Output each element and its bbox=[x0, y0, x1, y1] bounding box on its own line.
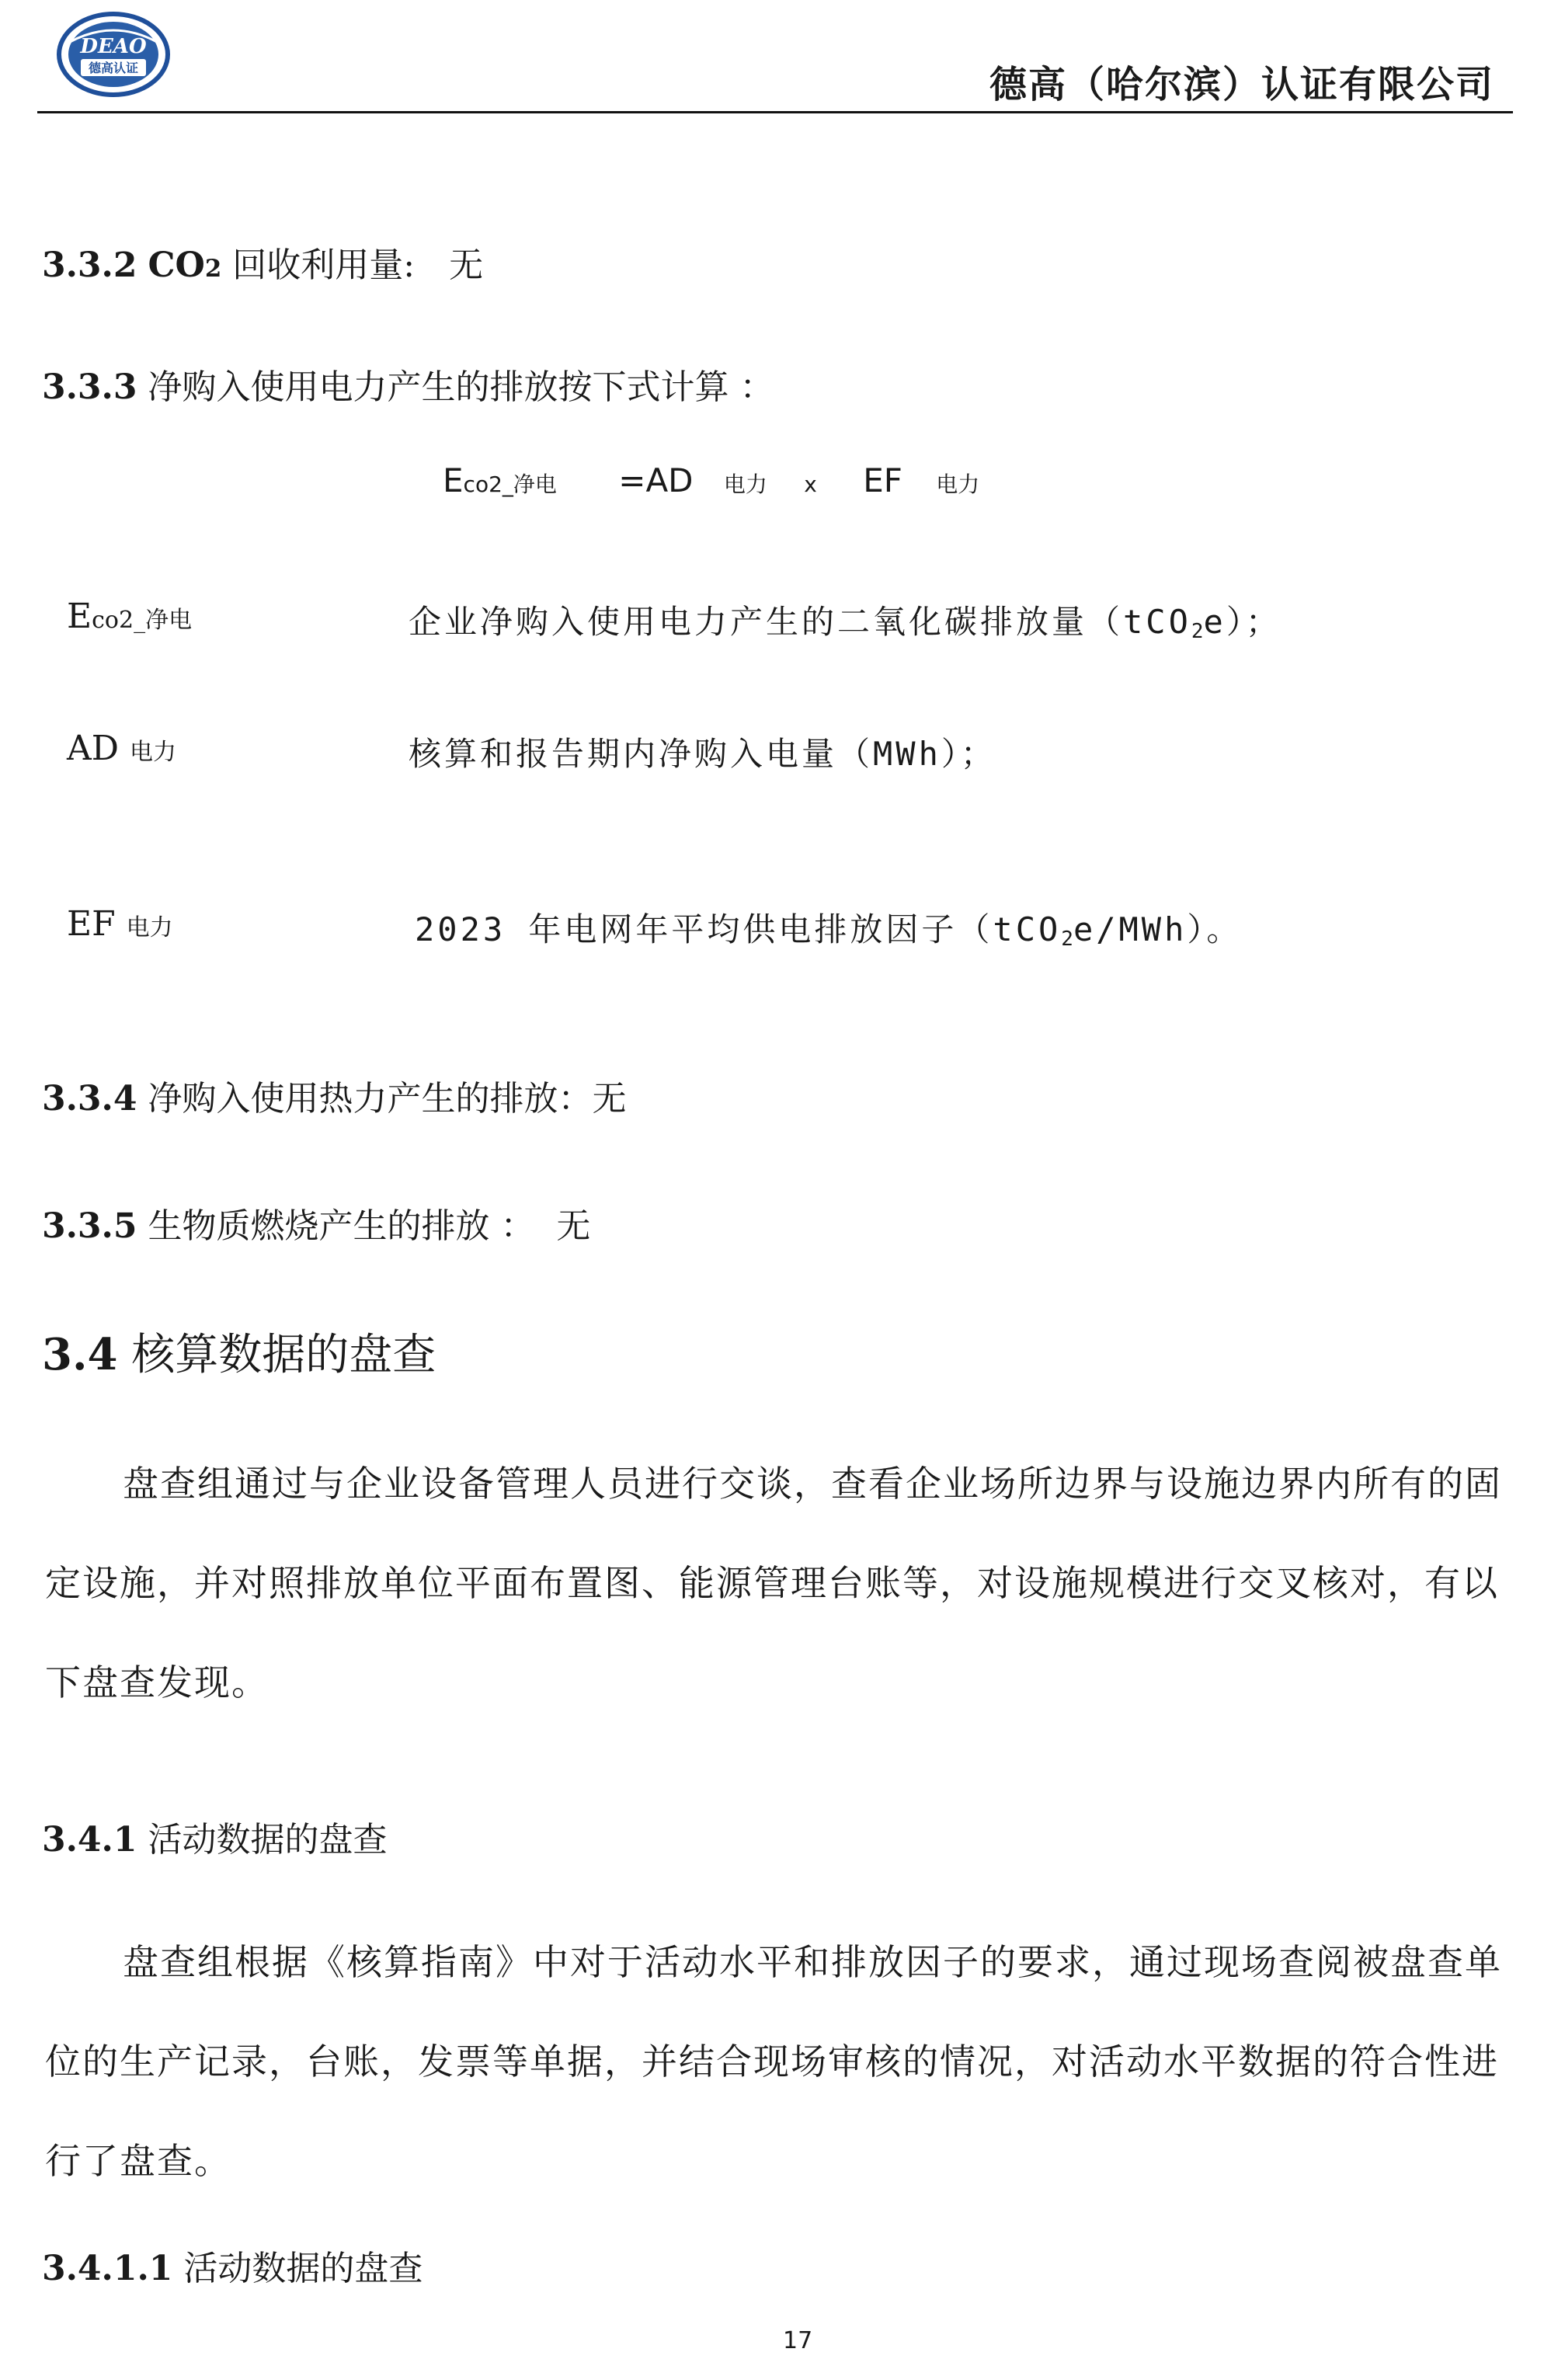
definition-symbol bbox=[67, 597, 192, 636]
section-number: 3.3.4 bbox=[42, 1079, 137, 1119]
definition-text-a: 企业净购入使用电力产生的二氧化碳排放量（tCO bbox=[409, 603, 1191, 641]
definition-text-b: e/MWh）。 bbox=[1073, 910, 1243, 948]
section-value: 无 bbox=[449, 245, 484, 285]
section-number: 3.3.3 bbox=[42, 367, 137, 407]
section-number: 3.3.2 bbox=[42, 245, 137, 285]
section-title: 净购入使用电力产生的排放按下式计算 ： bbox=[137, 367, 774, 407]
symbol-main: AD bbox=[67, 729, 130, 768]
paragraph-inspection: 盘查组通过与企业设备管理人员进行交谈，查看企业场所边界与设施边界内所有的固定设施，并对照排放单位平面布置图、能源管理台账等，对设施规模进行交叉核对，有以下盘查发现。 bbox=[45, 1463, 1502, 1703]
section-number: 3.4.1 bbox=[42, 1820, 137, 1860]
header-divider bbox=[37, 111, 1513, 113]
logo-text: DEAO bbox=[80, 35, 147, 58]
company-name: 德高（哈尔滨）认证有限公司 bbox=[989, 63, 1494, 106]
section-title: 核算数据的盘查 bbox=[117, 1330, 436, 1380]
definition-text-a: 2023 年电网年平均供电排放因子（tCO bbox=[415, 910, 1062, 948]
section-3-4 bbox=[42, 1320, 436, 1383]
definition-subscript: 2 bbox=[1061, 927, 1073, 951]
formula-ad: =AD bbox=[618, 461, 694, 499]
section-3-4-1 bbox=[42, 1811, 387, 1861]
symbol-subscript: 电力 bbox=[126, 914, 173, 941]
definition-text bbox=[409, 729, 996, 775]
formula-ad-subscript: 电力 bbox=[723, 471, 767, 497]
section-3-3-5 bbox=[42, 1198, 590, 1247]
formula-ef-subscript: 电力 bbox=[936, 471, 980, 497]
section-title: 净购入使用热力产生的排放：无 bbox=[137, 1079, 627, 1119]
section-title: 生物质燃烧产生的排放 ： 无 bbox=[137, 1206, 591, 1246]
section-number: 3.3.5 bbox=[42, 1206, 137, 1246]
definition-text-b: e）； bbox=[1203, 603, 1281, 641]
section-3-3-2 bbox=[42, 237, 483, 287]
symbol-subscript: 电力 bbox=[130, 739, 177, 766]
section-3-4-1-1 bbox=[42, 2240, 423, 2290]
symbol-main: EF bbox=[67, 904, 127, 944]
formula-ef: EF bbox=[863, 461, 902, 499]
definition-text bbox=[409, 597, 1281, 643]
co2-label: CO bbox=[148, 245, 205, 285]
emission-formula bbox=[443, 461, 979, 499]
formula-lhs-subscript: co2_净电 bbox=[463, 471, 557, 497]
formula-lhs: E bbox=[443, 461, 464, 499]
section-3-3-3 bbox=[42, 359, 774, 409]
symbol-subscript: co2_净电 bbox=[92, 607, 193, 634]
definition-text-a: 核算和报告期内净购入电量（MWh）； bbox=[409, 735, 996, 773]
co2-subscript: 2 bbox=[204, 255, 222, 283]
definition-symbol bbox=[67, 904, 173, 944]
definition-text bbox=[415, 904, 1242, 951]
section-number: 3.4 bbox=[42, 1329, 118, 1380]
section-title: 活动数据的盘查 bbox=[172, 2249, 423, 2288]
paragraph-activity-data: 盘查组根据《核算指南》中对于活动水平和排放因子的要求，通过现场查阅被盘查单位的生产记录，台账，发票等单据，并结合现场审核的情况，对活动水平数据的符合性进行了盘查。 bbox=[45, 1941, 1502, 2182]
formula-times: x bbox=[804, 471, 817, 497]
section-number: 3.4.1.1 bbox=[42, 2249, 173, 2288]
definition-subscript: 2 bbox=[1191, 620, 1204, 643]
logo-subtext: 德高认证 bbox=[88, 61, 139, 75]
company-logo bbox=[54, 11, 172, 98]
section-3-3-4 bbox=[42, 1070, 626, 1120]
section-label: 回收利用量: bbox=[221, 245, 416, 285]
page-number: 17 bbox=[783, 2327, 813, 2354]
definition-symbol bbox=[67, 729, 176, 768]
symbol-main: E bbox=[67, 597, 92, 636]
section-title: 活动数据的盘查 bbox=[137, 1820, 388, 1860]
